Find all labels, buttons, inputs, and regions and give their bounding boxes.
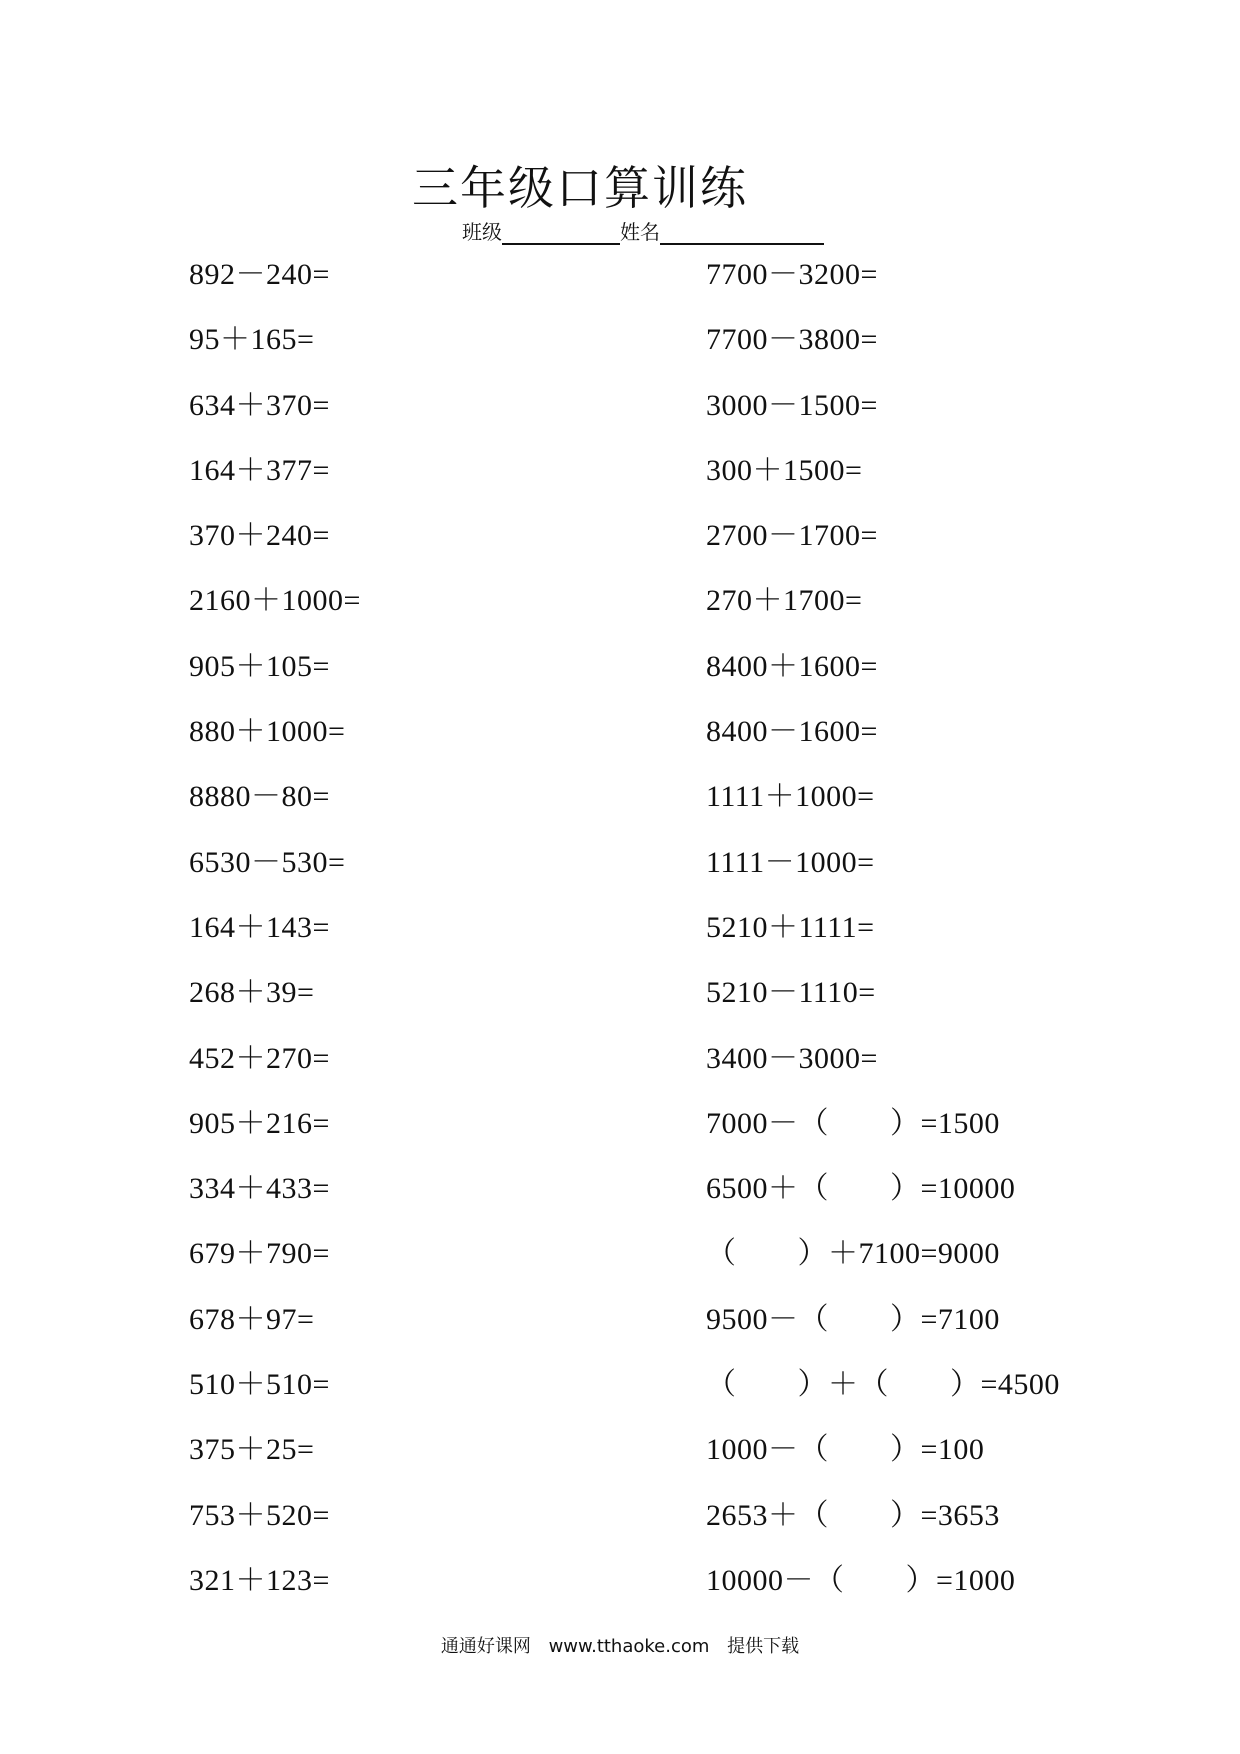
page-title: 三年级口算训练	[412, 161, 748, 215]
problem-item: 510＋510=	[189, 1368, 330, 1402]
problem-item: 679＋790=	[189, 1237, 330, 1271]
problem-item: 95＋165=	[189, 323, 315, 357]
problem-item: 334＋433=	[189, 1172, 330, 1206]
class-blank-line	[502, 221, 620, 245]
problem-item: 1111－1000=	[706, 845, 875, 879]
name-blank-line	[660, 221, 824, 245]
problem-item: 905＋216=	[189, 1106, 330, 1140]
problem-item: 7700－3200=	[706, 258, 878, 291]
problem-item: 6500＋（ ）=10000	[706, 1172, 1016, 1206]
problem-item: （ ）＋7100=9000	[706, 1237, 1000, 1271]
problem-item: 2653＋（ ）=3653	[706, 1498, 1000, 1532]
problem-item: 1000－（ ）=100	[706, 1433, 985, 1467]
problem-item: 634＋370=	[189, 388, 330, 422]
problem-item: 8400－1600=	[706, 715, 878, 749]
footer-url: www.tthaoke.com	[548, 1636, 710, 1657]
problem-item: 270＋1700=	[706, 584, 863, 618]
problem-item: 7700－3800=	[706, 323, 878, 357]
problem-item: 164＋143=	[189, 910, 330, 944]
problem-item: 880＋1000=	[189, 715, 346, 749]
problem-item: 7000－（ ）=1500	[706, 1106, 1000, 1140]
problem-item: 8880－80=	[189, 780, 330, 814]
problem-item: 300＋1500=	[706, 453, 863, 487]
footer-suffix: 提供下载	[727, 1636, 800, 1657]
name-label: 姓名	[620, 220, 660, 244]
problem-item: 10000－（ ）=1000	[706, 1563, 1016, 1597]
problem-item: 8400＋1600=	[706, 649, 878, 683]
footer-site-name: 通通好课网	[440, 1636, 531, 1657]
left-problem-column	[189, 258, 361, 1629]
problem-item: 5210－1110=	[706, 976, 876, 1010]
problem-item: 6530－530=	[189, 845, 346, 879]
problem-item: 5210＋1111=	[706, 910, 875, 944]
problem-item: 2700－1700=	[706, 519, 878, 553]
problem-item: 678＋97=	[189, 1302, 315, 1336]
problem-item: 2160＋1000=	[189, 584, 361, 618]
problem-item: 9500－（ ）=7100	[706, 1302, 1000, 1336]
problem-item: 164＋377=	[189, 453, 330, 487]
problem-item: 321＋123=	[189, 1563, 330, 1597]
problem-item: （ ）＋（ ）=4500	[706, 1368, 1060, 1402]
problem-item: 3000－1500=	[706, 388, 878, 422]
problem-item: 268＋39=	[189, 976, 315, 1010]
problem-item: 1111＋1000=	[706, 780, 875, 814]
problem-item: 905＋105=	[189, 649, 330, 683]
problem-item: 753＋520=	[189, 1498, 330, 1532]
problem-item: 892－240=	[189, 258, 330, 291]
problem-item: 370＋240=	[189, 519, 330, 553]
footer	[0, 1632, 1240, 1658]
right-problem-column	[706, 258, 1060, 1629]
problem-item: 375＋25=	[189, 1433, 315, 1467]
problem-item: 452＋270=	[189, 1041, 330, 1075]
class-label: 班级	[462, 220, 502, 244]
problem-item: 3400－3000=	[706, 1041, 878, 1075]
student-info	[462, 216, 824, 245]
